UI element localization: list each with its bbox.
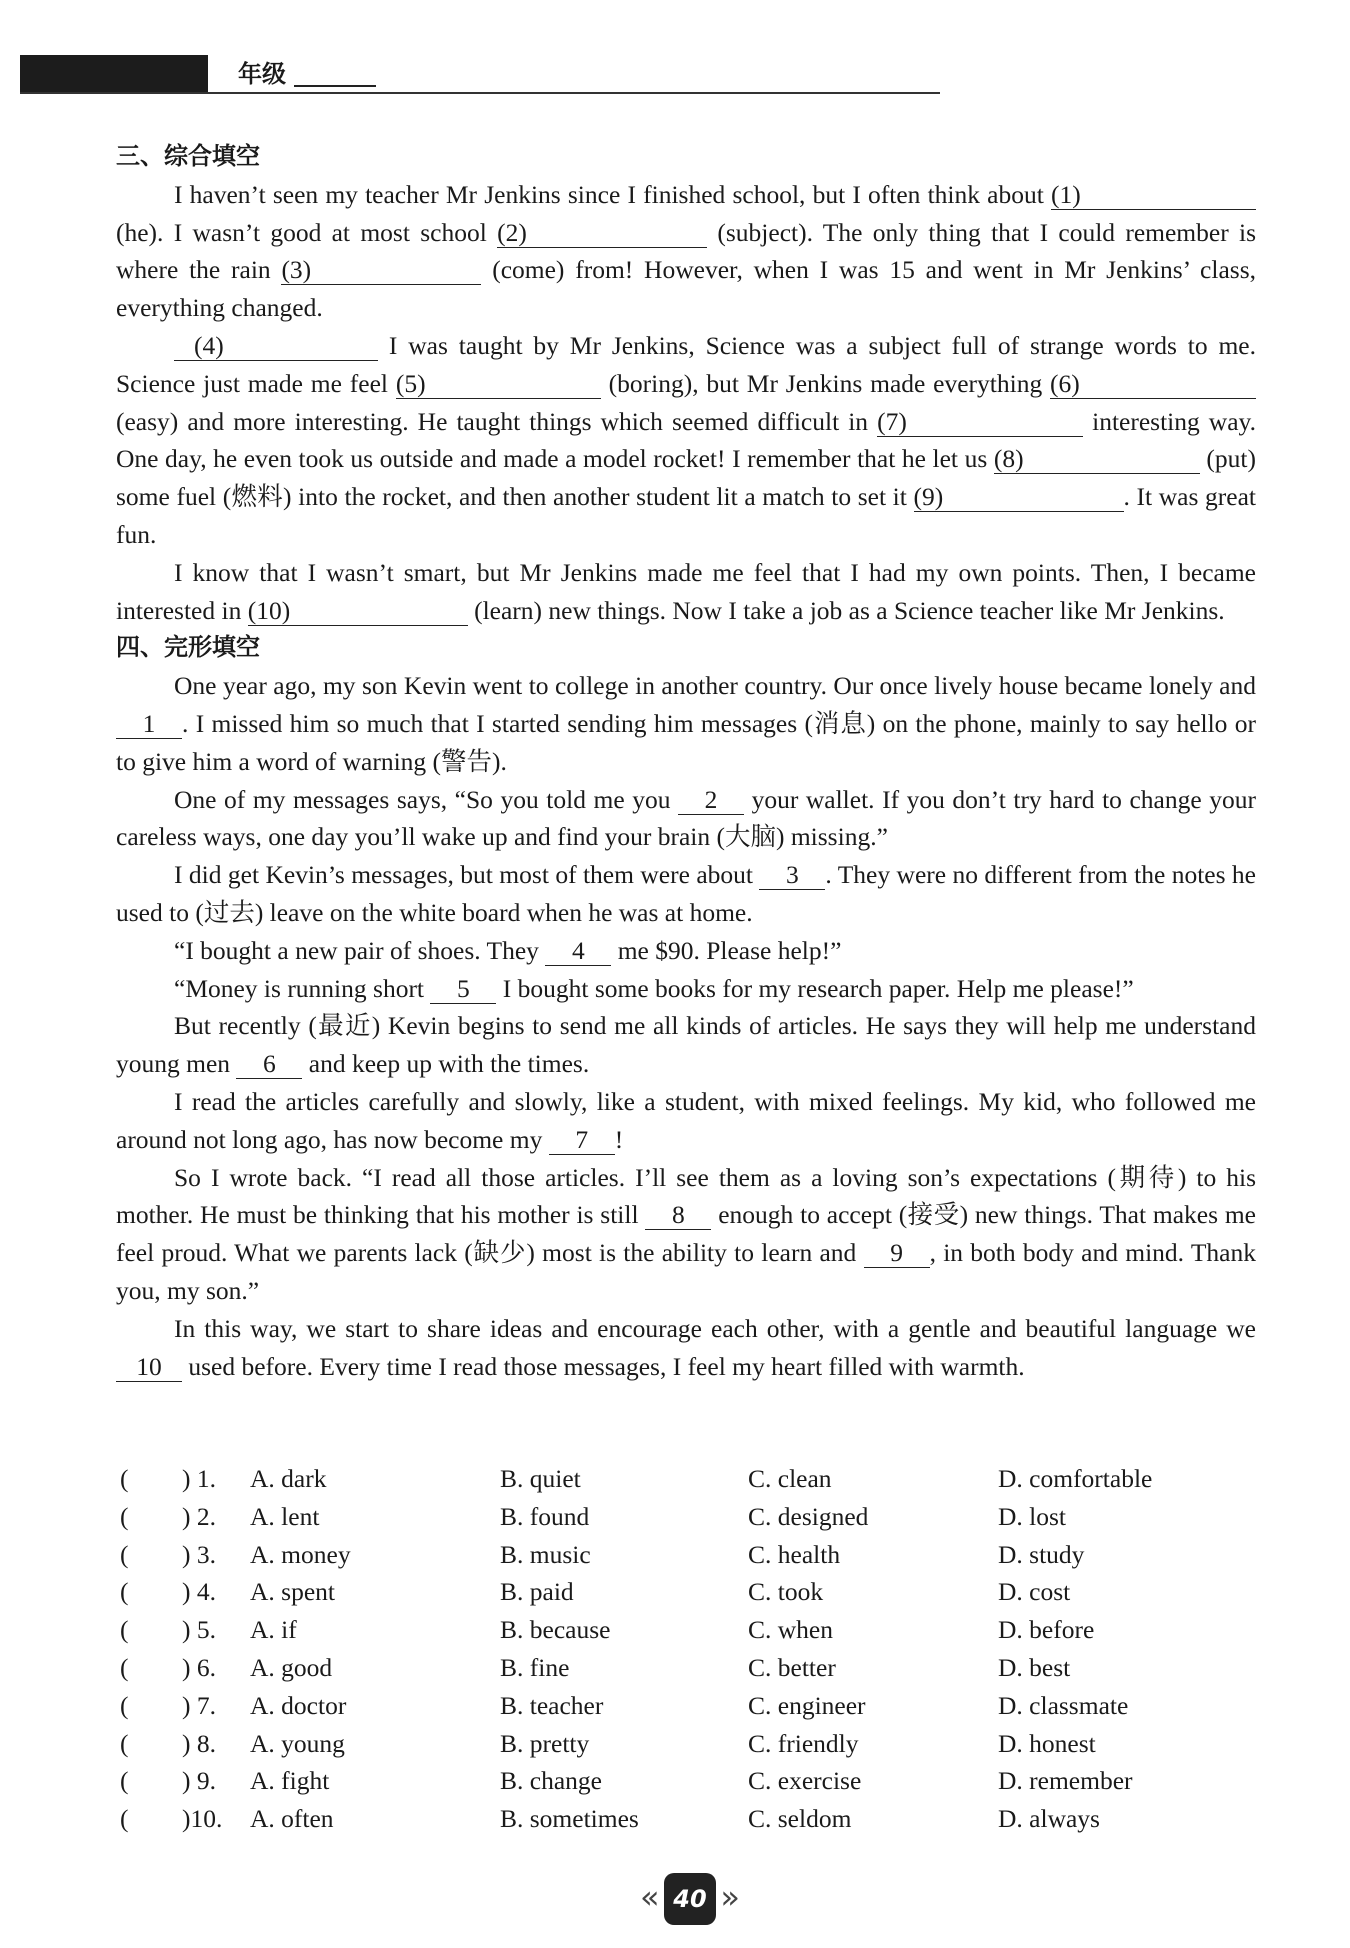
s4-paragraph-3: I did get Kevin’s messages, but most of them were about 3 . They were no different from the notes he used to (过去) leave on the white board when he was at home.	[116, 860, 1257, 927]
option-d[interactable]: D. best	[998, 1652, 1071, 1682]
option-c[interactable]: C. friendly	[748, 1728, 859, 1758]
option-a[interactable]: A. lent	[250, 1501, 320, 1531]
blank-10[interactable]: (10)	[248, 597, 468, 626]
header-rule	[20, 92, 940, 94]
option-c[interactable]: C. engineer	[748, 1690, 866, 1720]
option-a[interactable]: A. if	[250, 1615, 297, 1645]
section-4-title: 四、完形填空	[116, 633, 260, 662]
answer-paren[interactable]: (	[120, 1728, 129, 1758]
option-a[interactable]: A. young	[250, 1728, 345, 1758]
option-b[interactable]: B. music	[500, 1539, 591, 1569]
question-number: ) 9.	[182, 1766, 216, 1796]
s3-paragraph-1: I haven’t seen my teacher Mr Jenkins since I finished school, but I often think about (1) (he). I wasn’t good at most school (2) (subject). The only thing that I could remember is where the rain (3) (come) from! However, when I was 15 and went in Mr Jenkins’ class, everything changed.	[116, 179, 1256, 323]
option-c[interactable]: C. better	[748, 1652, 836, 1682]
question-number: ) 8.	[182, 1728, 216, 1758]
cloze-blank-8[interactable]: 8	[645, 1201, 711, 1230]
cloze-blank-4[interactable]: 4	[545, 937, 611, 966]
question-number: )10.	[182, 1804, 223, 1834]
answer-paren[interactable]: (	[120, 1652, 129, 1682]
option-c[interactable]: C. clean	[748, 1464, 832, 1493]
page-number-badge	[640, 1873, 740, 1927]
option-b[interactable]: B. fine	[500, 1652, 570, 1682]
blank-4[interactable]: (4)	[174, 332, 378, 361]
option-row	[116, 1611, 1256, 1649]
page-number: 40	[664, 1873, 716, 1925]
section-3-title: 三、综合填空	[116, 142, 260, 170]
question-number: ) 4.	[182, 1577, 216, 1607]
option-row	[116, 1498, 1256, 1536]
s4-paragraph-7: I read the articles carefully and slowly, like a student, with mixed feelings. My kid, who followed me around not long ago, has now become my 7 !	[116, 1086, 1256, 1154]
option-c[interactable]: C. took	[748, 1577, 824, 1607]
option-row	[116, 1573, 1256, 1611]
grade-blank	[294, 85, 376, 87]
option-a[interactable]: A. often	[250, 1804, 334, 1834]
cloze-blank-9[interactable]: 9	[864, 1239, 930, 1268]
blank-9[interactable]: (9)	[914, 483, 1124, 512]
answer-paren[interactable]: (	[120, 1501, 129, 1531]
answer-paren[interactable]: (	[120, 1804, 129, 1834]
option-a[interactable]: A. doctor	[250, 1690, 347, 1720]
option-d[interactable]: D. lost	[998, 1501, 1067, 1531]
option-c[interactable]: C. exercise	[748, 1766, 862, 1796]
option-c[interactable]: C. seldom	[748, 1804, 852, 1834]
chevron-left-icon: «	[640, 1878, 660, 1916]
grade-label: 年级	[238, 60, 286, 88]
option-a[interactable]: A. good	[250, 1652, 333, 1682]
answer-paren[interactable]: (	[120, 1690, 129, 1720]
question-number: ) 2.	[182, 1501, 216, 1531]
option-d[interactable]: D. before	[998, 1615, 1095, 1645]
option-d[interactable]: D. classmate	[998, 1690, 1129, 1720]
question-number: ) 6.	[182, 1652, 216, 1682]
s4-paragraph-8: So I wrote back. “I read all those articles. I’ll see them as a loving son’s expectations (期待) to his mother. He must be thinking that his mother is still 8 enough to accept (接受) new things. That makes me feel proud. What we parents lack (缺少) most is the ability to learn and 9 , in both body and mind. Thank you, my son.”	[116, 1162, 1257, 1305]
option-b[interactable]: B. found	[500, 1501, 590, 1531]
s3-paragraph-2: (4) I was taught by Mr Jenkins, Science was a subject full of strange words to me. Science just made me feel (5) (boring), but Mr Jenkins made everything (6) (easy) and more interesting. He taught things which seemed difficult in (7) interesting way. One day, he even took us outside and made a model rocket! I remember that he let us (8) (put) some fuel (燃料) into the rocket, and then another student lit a match to set it (9) . It was great fun.	[116, 330, 1257, 549]
answer-paren[interactable]: (	[120, 1464, 129, 1493]
blank-5[interactable]: (5)	[396, 370, 601, 399]
answer-paren[interactable]: (	[120, 1615, 129, 1645]
option-d[interactable]: D. honest	[998, 1728, 1096, 1758]
option-row	[116, 1649, 1256, 1687]
question-number: ) 7.	[182, 1690, 216, 1720]
answer-paren[interactable]: (	[120, 1766, 129, 1796]
option-c[interactable]: C. when	[748, 1615, 833, 1645]
option-row	[116, 1800, 1256, 1838]
option-a[interactable]: A. spent	[250, 1577, 335, 1607]
option-b[interactable]: B. teacher	[500, 1690, 604, 1720]
answer-paren[interactable]: (	[120, 1539, 129, 1569]
option-d[interactable]: D. remember	[998, 1766, 1133, 1796]
s3-paragraph-3: I know that I wasn’t smart, but Mr Jenkins made me feel that I had my own points. Then, I became interested in (10) (learn) new things. Now I take a job as a Science teacher like Mr Jenkins.	[116, 557, 1256, 625]
option-d[interactable]: D. always	[998, 1804, 1100, 1834]
option-c[interactable]: C. health	[748, 1539, 841, 1569]
option-b[interactable]: B. change	[500, 1766, 602, 1796]
blank-8[interactable]: (8)	[994, 445, 1200, 474]
option-a[interactable]: A. fight	[250, 1766, 330, 1796]
cloze-blank-6[interactable]: 6	[236, 1050, 302, 1079]
option-b[interactable]: B. sometimes	[500, 1804, 639, 1834]
s4-paragraph-6: But recently (最近) Kevin begins to send me all kinds of articles. He says they will help me understand young men 6 and keep up with the times.	[116, 1011, 1256, 1079]
main-content	[116, 138, 1256, 1385]
cloze-blank-5[interactable]: 5	[430, 975, 496, 1004]
blank-1[interactable]: (1)	[1051, 181, 1256, 210]
option-b[interactable]: B. paid	[500, 1577, 574, 1607]
option-a[interactable]: A. money	[250, 1539, 351, 1569]
s4-paragraph-9: In this way, we start to share ideas and encourage each other, with a gentle and beautiful language we 10 used before. Every time I read those messages, I feel my heart filled with warmth.	[116, 1310, 1256, 1386]
cloze-blank-2[interactable]: 2	[678, 786, 744, 815]
s4-paragraph-1: One year ago, my son Kevin went to college in another country. Our once lively house became lonely and 1 . I missed him so much that I started sending him messages (消息) on the phone, mainly to say hello or to give him a word of warning (警告).	[116, 671, 1256, 776]
option-d[interactable]: D. study	[998, 1539, 1085, 1569]
cloze-blank-7[interactable]: 7	[549, 1126, 615, 1155]
s4-paragraph-5: “Money is running short 5 I bought some books for my research paper. Help me please!”	[174, 973, 1134, 1003]
question-number: ) 3.	[182, 1539, 216, 1569]
blank-3[interactable]: (3)	[281, 256, 481, 285]
answer-options	[116, 1460, 1256, 1838]
s4-paragraph-2: One of my messages says, “So you told me you 2 your wallet. If you don’t try hard to change your careless ways, one day you’ll wake up and find your brain (大脑) missing.”	[116, 784, 1256, 852]
option-d[interactable]: D. comfortable	[998, 1464, 1153, 1493]
option-row	[116, 1687, 1256, 1725]
chevron-right-icon: »	[720, 1878, 740, 1916]
option-b[interactable]: B. pretty	[500, 1728, 590, 1758]
question-number: ) 5.	[182, 1615, 216, 1645]
blank-6[interactable]: (6)	[1050, 370, 1256, 399]
cloze-blank-1[interactable]: 1	[116, 710, 182, 739]
option-c[interactable]: C. designed	[748, 1501, 869, 1531]
question-number: ) 1.	[182, 1464, 216, 1493]
cloze-blank-3[interactable]: 3	[759, 861, 825, 890]
blank-2[interactable]: (2)	[497, 219, 707, 248]
option-b[interactable]: B. quiet	[500, 1464, 581, 1493]
blank-7[interactable]: (7)	[877, 408, 1083, 437]
option-b[interactable]: B. because	[500, 1615, 611, 1645]
s4-paragraph-4: “I bought a new pair of shoes. They 4 me $90. Please help!”	[174, 935, 842, 965]
option-row	[116, 1460, 1256, 1498]
option-row	[116, 1725, 1256, 1763]
cloze-blank-10[interactable]: 10	[116, 1353, 182, 1382]
option-d[interactable]: D. cost	[998, 1577, 1071, 1607]
answer-paren[interactable]: (	[120, 1577, 129, 1607]
header-black-bar	[20, 55, 208, 93]
option-row	[116, 1762, 1256, 1800]
option-a[interactable]: A. dark	[250, 1464, 327, 1493]
option-row	[116, 1536, 1256, 1574]
